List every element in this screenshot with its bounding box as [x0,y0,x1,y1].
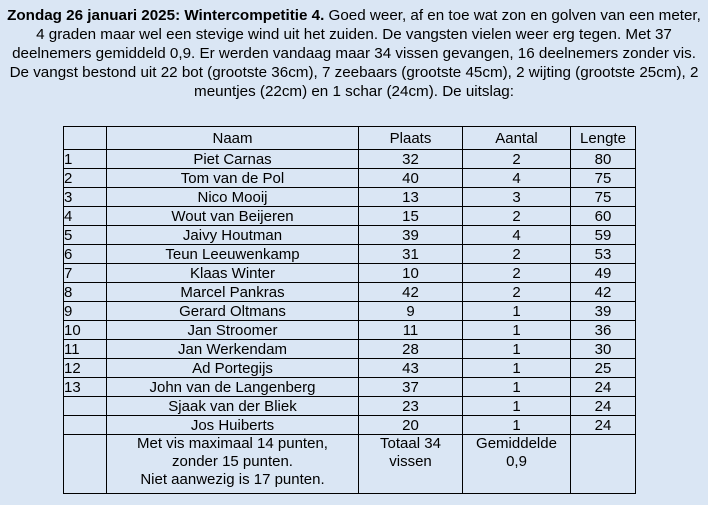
footer-average-line: 0,9 [506,453,527,470]
cell-plaats: 23 [359,397,463,416]
cell-aantal: 1 [463,359,571,378]
cell-aantal: 4 [463,226,571,245]
cell-aantal: 2 [463,150,571,169]
table-row [64,264,636,283]
header-nr [64,127,107,150]
cell-plaats: 43 [359,359,463,378]
cell-nr [64,416,107,435]
cell-nr: 5 [64,226,107,245]
cell-lengte: 36 [571,321,636,340]
table-row [64,150,636,169]
table-row [64,169,636,188]
cell-plaats: 28 [359,340,463,359]
cell-naam: Jos Huiberts [107,416,359,435]
table-row [64,226,636,245]
table-row [64,378,636,397]
cell-naam: Jan Werkendam [107,340,359,359]
table-row [64,397,636,416]
cell-plaats: 13 [359,188,463,207]
cell-plaats: 37 [359,378,463,397]
cell-plaats: 9 [359,302,463,321]
footer-points-line: Niet aanwezig is 17 punten. [140,471,325,488]
cell-aantal: 1 [463,302,571,321]
cell-naam: Piet Carnas [107,150,359,169]
cell-lengte: 42 [571,283,636,302]
cell-lengte: 24 [571,397,636,416]
cell-naam: Teun Leeuwenkamp [107,245,359,264]
table-row [64,416,636,435]
cell-naam: Wout van Beijeren [107,207,359,226]
cell-naam: Jan Stroomer [107,321,359,340]
cell-plaats: 42 [359,283,463,302]
cell-naam: John van de Langenberg [107,378,359,397]
cell-naam: Tom van de Pol [107,169,359,188]
footer-total-line: Totaal 34 [380,435,441,452]
footer-points-line: Met vis maximaal 14 punten, [137,435,328,452]
header-plaats: Plaats [359,127,463,150]
cell-lengte: 60 [571,207,636,226]
cell-lengte: 75 [571,188,636,207]
cell-nr: 4 [64,207,107,226]
footer-average-line: Gemiddelde [476,435,557,452]
cell-nr: 3 [64,188,107,207]
cell-nr: 2 [64,169,107,188]
cell-naam: Jaivy Houtman [107,226,359,245]
cell-lengte: 49 [571,264,636,283]
cell-aantal: 2 [463,264,571,283]
cell-aantal: 2 [463,283,571,302]
cell-nr: 13 [64,378,107,397]
cell-plaats: 40 [359,169,463,188]
cell-aantal: 1 [463,321,571,340]
footer-total [359,435,463,494]
cell-naam: Gerard Oltmans [107,302,359,321]
cell-naam: Nico Mooij [107,188,359,207]
table-row [64,283,636,302]
cell-aantal: 3 [463,188,571,207]
table-row [64,245,636,264]
header-aantal: Aantal [463,127,571,150]
cell-naam: Marcel Pankras [107,283,359,302]
intro-text: Goed weer, af en toe wat zon en golven van een meter, 4 graden maar wel een stevige wind uit het zuiden. De vangsten vielen weer erg tegen. Met 37 deelnemers gemiddeld 0,9. Er werden vandaag maar 34 vissen gevangen, 16 deelnemers zonder vis. De vangst bestond uit 22 bot (grootste 36cm), 7 zeebaars (grootste 45cm), 2 wijting (grootste 25cm), 2 meuntjes (22cm) en 1 schar (24cm). De uitslag: [9,7,701,100]
cell-aantal: 1 [463,416,571,435]
cell-naam: Ad Portegijs [107,359,359,378]
cell-nr [64,397,107,416]
footer-nr [64,435,107,494]
cell-lengte: 30 [571,340,636,359]
cell-nr: 11 [64,340,107,359]
cell-plaats: 39 [359,226,463,245]
table-footer-row [64,435,636,494]
table-row [64,207,636,226]
cell-plaats: 31 [359,245,463,264]
cell-aantal: 2 [463,207,571,226]
cell-aantal: 1 [463,378,571,397]
cell-naam: Klaas Winter [107,264,359,283]
intro-title: Zondag 26 januari 2025: Wintercompetitie 4. [7,7,325,24]
cell-nr: 9 [64,302,107,321]
footer-lengte [571,435,636,494]
table-row [64,340,636,359]
cell-nr: 6 [64,245,107,264]
results-table [63,126,636,494]
cell-plaats: 32 [359,150,463,169]
table-row [64,302,636,321]
cell-plaats: 11 [359,321,463,340]
cell-lengte: 59 [571,226,636,245]
cell-lengte: 39 [571,302,636,321]
cell-aantal: 4 [463,169,571,188]
cell-lengte: 53 [571,245,636,264]
footer-average [463,435,571,494]
header-lengte: Lengte [571,127,636,150]
footer-total-line: vissen [389,453,432,470]
cell-nr: 8 [64,283,107,302]
header-naam: Naam [107,127,359,150]
cell-naam: Sjaak van der Bliek [107,397,359,416]
cell-nr: 10 [64,321,107,340]
cell-lengte: 24 [571,416,636,435]
table-body [64,150,636,435]
cell-lengte: 25 [571,359,636,378]
cell-plaats: 10 [359,264,463,283]
cell-nr: 7 [64,264,107,283]
cell-lengte: 24 [571,378,636,397]
table-row [64,188,636,207]
footer-points-note [107,435,359,494]
cell-aantal: 1 [463,340,571,359]
cell-lengte: 75 [571,169,636,188]
cell-plaats: 20 [359,416,463,435]
intro-paragraph [6,6,702,101]
cell-lengte: 80 [571,150,636,169]
footer-points-line: zonder 15 punten. [172,453,293,470]
cell-nr: 1 [64,150,107,169]
cell-plaats: 15 [359,207,463,226]
table-header-row [64,127,636,150]
cell-aantal: 1 [463,397,571,416]
cell-nr: 12 [64,359,107,378]
cell-aantal: 2 [463,245,571,264]
table-row [64,359,636,378]
table-row [64,321,636,340]
